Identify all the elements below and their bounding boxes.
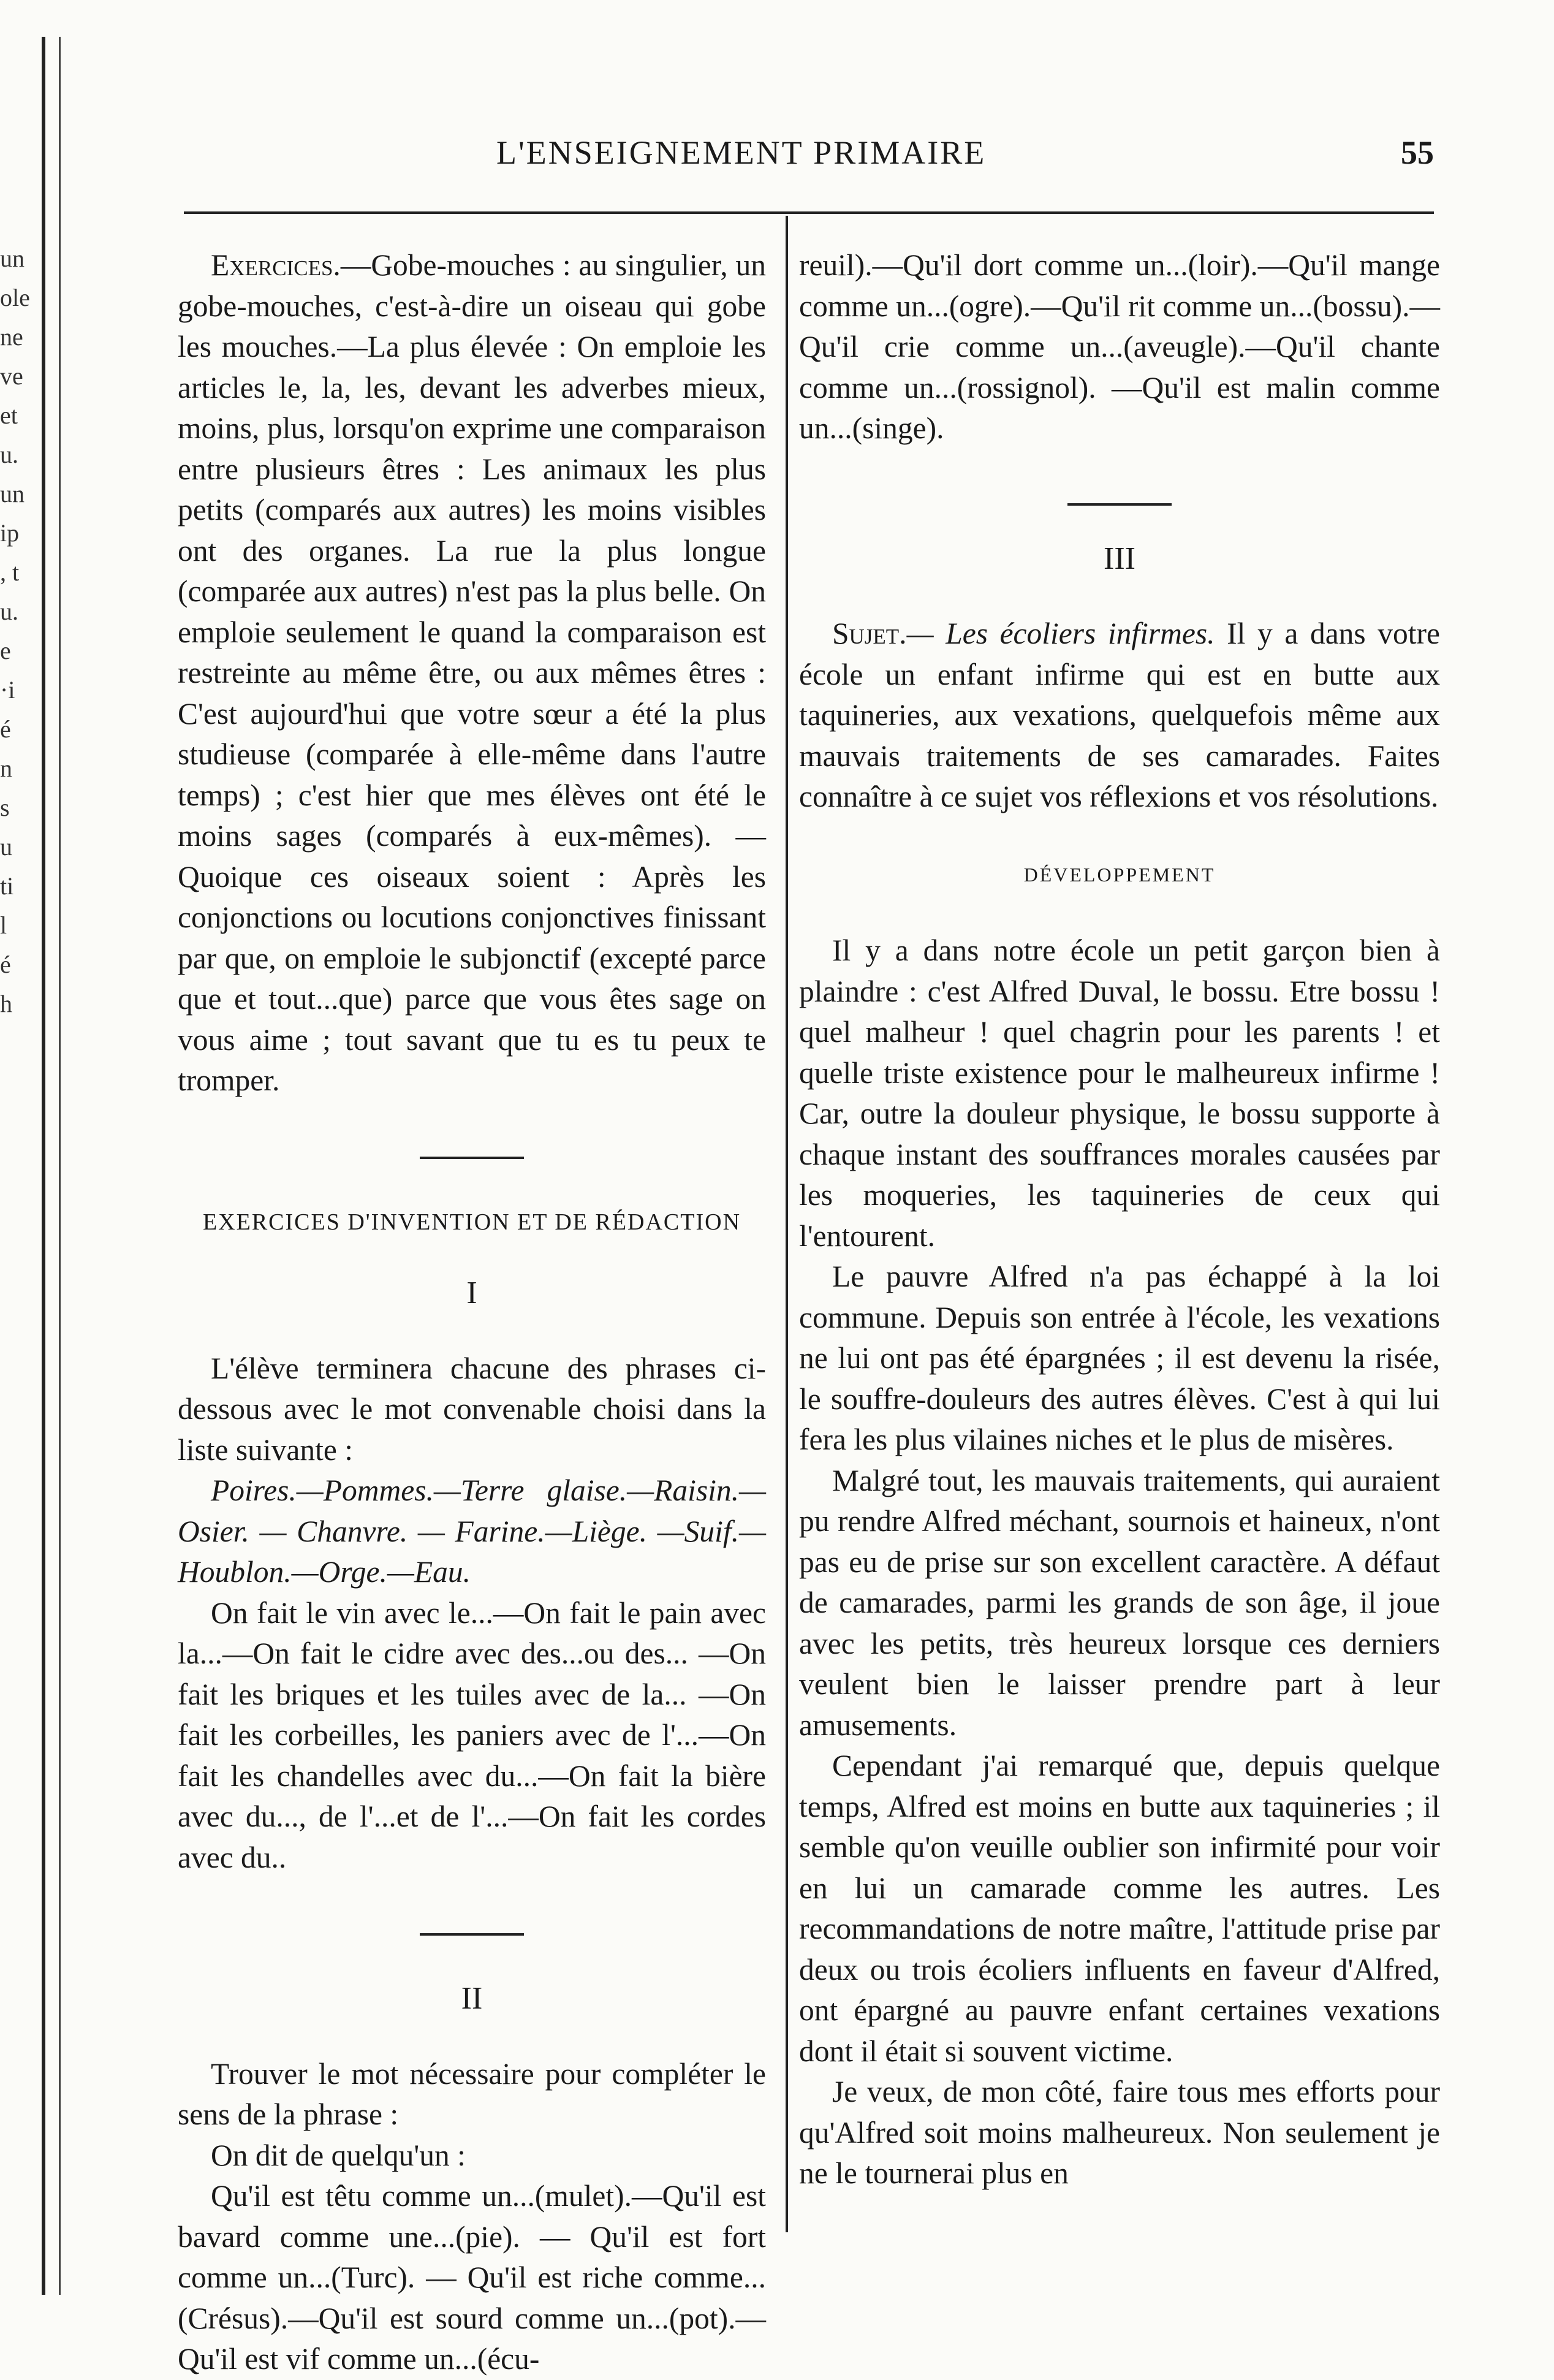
page-header	[184, 134, 1434, 183]
developpement-paragraph: Le pauvre Alfred n'a pas échappé à la loi commune. Depuis son entrée à l'école, les vexations ne lui ont pas été épargnées ; il est devenu la risée, le souffre-douleurs des autres élèves. C'est à qui lui fera les plus vilaines niches et le plus de misères.	[799, 1260, 1440, 1456]
developpement-heading: DÉVELOPPEMENT	[1023, 863, 1216, 886]
left-column	[178, 245, 766, 2380]
section-II-text: Qu'il est têtu comme un...(mulet).—Qu'il est bavard comme une...(pie). — Qu'il est fort comme un...(Turc). — Qu'il est riche comme...(Crésus).—Qu'il est sourd comme un...(pot).—Qu'il est vif comme un...(écu-	[178, 2179, 766, 2376]
sujet-text: Il y a dans votre école un enfant infirme qui est en butte aux taquineries, aux vexations, quelquefois même aux mauvais traitements de ses camarades. Faites connaître à ce sujet vos réflexions et vos résolutions.	[799, 617, 1440, 813]
sujet-label: Sujet.	[832, 617, 907, 650]
section-I-sentences: On fait le vin avec le...—On fait le pain avec la...—On fait le cidre avec des...ou des... —On fait les briques et les tuiles avec de la... —On fait les corbeilles, les paniers avec de l'...—On fait les chandelles avec du...—On fait la bière avec du..., de l'...et de l'...—On fait les cordes avec du..	[178, 1595, 766, 1874]
section-II-continuation: reuil).—Qu'il dort comme un...(loir).—Qu'il mange comme un...(ogre).—Qu'il rit comme un...(bossu).—Qu'il crie comme un...(aveugle).—Qu'il chante comme un...(rossignol). —Qu'il est malin comme un...(singe).	[799, 248, 1440, 445]
page-number: 55	[1401, 134, 1434, 171]
scan-margin	[0, 0, 80, 2295]
section-heading: EXERCICES D'INVENTION ET DE RÉDACTION	[202, 1209, 741, 1235]
developpement-paragraph: Il y a dans notre école un petit garçon bien à plaindre : c'est Alfred Duval, le bossu. Etre bossu ! quel malheur ! quel chagrin pour les parents ! et quelle triste existence pour le malheureux infirme ! Car, outre la douleur physique, le bossu supporte à chaque instant des souffrances morales causées par les moqueries, les taquineries de ceux qui l'entourent.	[799, 933, 1440, 1253]
section-number-III: III	[1104, 541, 1135, 576]
running-title: L'ENSEIGNEMENT PRIMAIRE	[496, 134, 987, 171]
header-rule	[184, 211, 1434, 214]
section-number-I: I	[466, 1276, 477, 1310]
section-separator	[1067, 503, 1172, 506]
exercices-label: Exercices.	[211, 248, 341, 282]
section-I-word-list: Poires.—Pommes.—Terre glaise.—Raisin.—Osier. — Chanvre. — Farine.—Liège. —Suif.—Houblon.—Orge.—Eau.	[178, 1473, 766, 1589]
developpement-paragraph: Malgré tout, les mauvais traitements, qui auraient pu rendre Alfred méchant, sournois et haineux, n'ont pas eu de prise sur son excellent caractère. A défaut de camarades, parmi les grands de son âge, il joue avec les petits, très heureux lorsque ces derniers veulent bien le laisser prendre part à leur amusements.	[799, 1463, 1440, 1742]
column-divider	[786, 216, 788, 2232]
exercices-paragraph	[178, 245, 766, 1101]
section-number-II: II	[461, 1981, 483, 2016]
section-II-intro: Trouver le mot nécessaire pour compléter le sens de la phrase :	[178, 2056, 766, 2131]
developpement-paragraph: Cependant j'ai remarqué que, depuis quelque temps, Alfred est moins en butte aux taquineries ; il semble qu'on veuille oublier son infirmité pour voir en lui un camarade comme les autres. Les recommandations de notre maître, l'attitude prise par deux ou trois écoliers influents en faveur d'Alfred, ont épargné au pauvre enfant certaines vexations dont il était si souvent victime.	[799, 1749, 1440, 2068]
developpement-paragraph: Je veux, de mon côté, faire tous mes efforts pour qu'Alfred soit moins malheureux. Non seulement je ne le tournerai plus en	[799, 2075, 1440, 2190]
sujet-title: — Les écoliers infirmes.	[906, 617, 1215, 650]
right-column	[799, 245, 1440, 2194]
section-II-lead: On dit de quelqu'un :	[211, 2138, 466, 2172]
section-I-intro: L'élève terminera chacune des phrases ci-dessous avec le mot convenable choisi dans la liste suivante :	[178, 1351, 766, 1467]
sujet-paragraph	[799, 614, 1440, 818]
exercices-text: —Gobe-mouches : au singulier, un gobe-mouches, c'est-à-dire un oiseau qui gobe les mouches.—La plus élevée : On emploie les articles le, la, les, devant les adverbes mieux, moins, plus, lorsqu'on exprime une comparaison entre plusieurs êtres : Les animaux les plus petits (comparés aux autres) les moins visibles ont des organes. La rue la plus longue (comparée aux autres) n'est pas la plus belle. On emploie seulement le quand la comparaison est restreinte au même être, ou aux mêmes êtres : C'est aujourd'hui que votre sœur a été la plus studieuse (comparée à elle-même dans l'autre temps) ; c'est hier que mes élèves ont été le moins sages (comparés à eux-mêmes). — Quoique ces oiseaux soient : Après les conjonctions ou locutions conjonctives finissant par que, on emploie le subjonctif (excepté parce que et tout...que) parce que vous êtes sage on vous aime ; tout savant que tu es tu peux te tromper.	[178, 248, 766, 1097]
section-separator	[420, 1157, 524, 1159]
bleed-through-fragments: un ole ne ve et u. un ip , t u. e ·i é n s u ti l é h	[0, 245, 30, 1017]
binding-shadow-line-thin	[59, 37, 61, 2295]
section-separator	[420, 1933, 524, 1936]
